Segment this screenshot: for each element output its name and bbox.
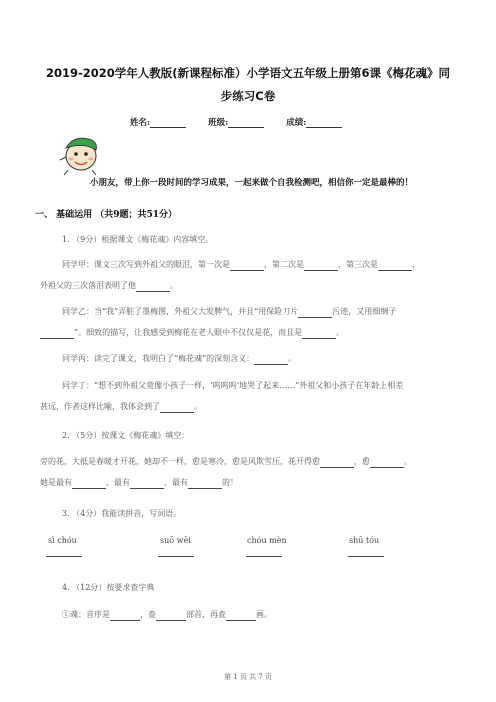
page-footer: 第 1 页 共 7 页	[223, 673, 273, 681]
answer-blank[interactable]	[46, 556, 82, 557]
encouragement-text: 小朋友，带上你一段时间的学习成果，一起来做个自我检测吧，相信你一定是最棒的！	[90, 178, 414, 188]
title-line-1: 2019-2020学年人教版(新课程标准）小学语文五年级上册第6课《梅花魂》同	[45, 66, 451, 80]
answer-blank[interactable]	[302, 329, 336, 339]
q1-line-b2: ”。细致的描写，让我感受到梅花在老人眼中不仅仅是花，而且是 。	[40, 327, 460, 339]
q1-line-d1: 同学丁：“想不到外祖父竟像小孩子一样，‘呜呜呜’地哭了起来……”外祖父和小孩子在年龄上相差	[62, 381, 404, 390]
q1-line-a1: 同学甲：课文三次写到外祖父的眼泪，第一次是 ，第二次是 ，第三次是 ，	[62, 260, 420, 269]
q1-line-b1: 同学乙：当“我”弄脏了墨梅图，外祖父大发脾气，并且“用保险刀片 污迹，又用细绸子	[62, 307, 397, 316]
section-heading: 一、 基础运用 （共9题；共51分）	[35, 210, 178, 220]
answer-blank[interactable]	[226, 611, 256, 621]
q2-line-2: 她是最有 、最有 、最有 的！	[40, 478, 238, 487]
question-3-stem: 3. （4分）我能读拼音，写词语。	[62, 509, 182, 518]
q4-line-1: ①魂：音序是 ，查 部首，再查 画。	[62, 610, 272, 619]
q1-line-d2: 甚远，作者这样比喻，我体会到了 。	[40, 402, 202, 411]
answer-blank[interactable]	[110, 611, 140, 621]
q2-line-1: 旁的花，大抵是春暖才开花，她却不一样，愈是寒冷，愈是风欺雪压，花开得愈 ，愈 。	[40, 457, 412, 466]
score-field[interactable]: 成绩:	[286, 116, 342, 128]
pinyin-item: shū tóu	[349, 536, 380, 545]
answer-blank[interactable]	[72, 479, 106, 489]
answer-blank[interactable]	[136, 282, 170, 292]
pinyin-item: suō wēi	[160, 536, 191, 545]
answer-blank[interactable]	[370, 458, 404, 468]
answer-blank[interactable]	[230, 261, 264, 271]
q1-line-c1: 同学丙：读完了课文，我明白了“梅花魂”的深刻含义： 。	[62, 354, 297, 363]
pinyin-item: chóu mèn	[247, 536, 287, 545]
answer-blank[interactable]	[378, 261, 412, 271]
document-title	[30, 62, 466, 108]
answer-blank[interactable]	[320, 458, 354, 468]
answer-blank[interactable]	[130, 479, 164, 489]
name-field[interactable]: 姓名:	[130, 116, 186, 128]
answer-blank[interactable]	[156, 611, 186, 621]
answer-blank[interactable]	[188, 479, 222, 489]
answer-blank[interactable]	[160, 403, 194, 413]
answer-blank[interactable]	[304, 261, 338, 271]
class-field[interactable]: 班级:	[208, 116, 264, 128]
answer-blank[interactable]	[298, 308, 332, 318]
question-4-stem: 4. （12分）按要求查字典	[62, 583, 155, 592]
mascot-icon	[54, 130, 106, 176]
student-info	[130, 116, 390, 128]
question-1-stem: 1. （9分）根据课文《梅花魂》内容填空。	[62, 235, 214, 244]
title-line-2: 步练习C卷	[220, 89, 276, 103]
answer-blank[interactable]	[254, 355, 288, 365]
answer-blank[interactable]	[158, 556, 194, 557]
q1-line-a2: 外祖父的三次落泪表明了他 。	[40, 281, 178, 290]
answer-blank[interactable]	[246, 556, 282, 557]
pinyin-item: sì chóu	[48, 536, 77, 545]
answer-blank[interactable]	[348, 556, 384, 557]
question-2-stem: 2. （5分）按课文《梅花魂》填空：	[62, 431, 190, 440]
answer-blank[interactable]	[40, 329, 74, 339]
